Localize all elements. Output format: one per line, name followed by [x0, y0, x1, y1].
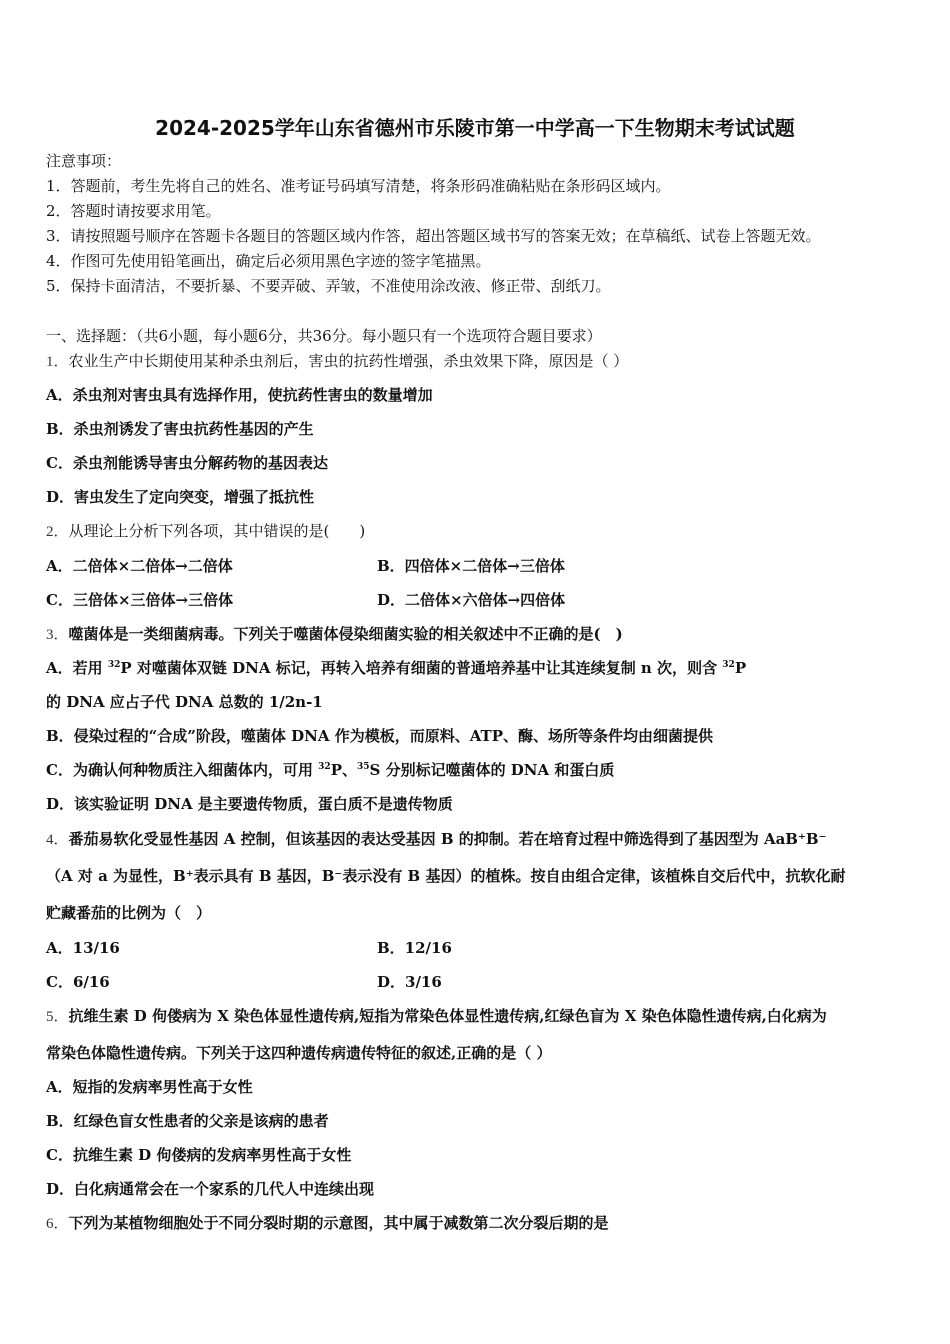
q4-option-c: C．6/16 [46, 973, 110, 991]
option-text: S 分别标记噬菌体的 DNA 和蛋白质 [369, 761, 615, 779]
q2-option-d: D．二倍体×六倍体→四倍体 [377, 591, 566, 609]
option-text: P [734, 659, 747, 677]
question-stem: 番茄易软化受显性基因 A 控制，但该基因的表达受基因 B 的抑制。若在培育过程中筛选得到了基因型为 AaB⁺B⁻ [68, 830, 827, 848]
q5-option-a: A．短指的发病率男性高于女性 [46, 1078, 253, 1096]
q4-stem-line-2: （A 对 a 为显性，B⁺表示具有 B 基因，B⁻表示没有 B 基因）的植株。按自由组合定律，该植株自交后代中，抗软化耐 [46, 867, 846, 885]
question-3 [46, 624, 623, 645]
notice-item-4: 4．作图可先使用铅笔画出，确定后必须用黑色字迹的签字笔描黑。 [46, 252, 491, 270]
question-stem: 农业生产中长期使用某种杀虫剂后，害虫的抗药性增强，杀虫效果下降，原因是（ ） [68, 352, 629, 370]
q1-option-c: C．杀虫剂能诱导害虫分解药物的基因表达 [46, 454, 328, 472]
question-5 [46, 1006, 827, 1027]
notice-item-5: 5．保持卡面清洁，不要折暴、不要弄破、弄皱，不准使用涂改液、修正带、刮纸刀。 [46, 277, 611, 295]
q5-option-b: B．红绿色盲女性患者的父亲是该病的患者 [46, 1112, 329, 1130]
question-2 [46, 521, 365, 542]
question-number: 2． [46, 524, 69, 540]
question-stem: 下列为某植物细胞处于不同分裂时期的示意图，其中属于减数第二次分裂后期的是 [68, 1214, 609, 1232]
question-stem: 抗维生素 D 佝偻病为 X 染色体显性遗传病,短指为常染色体显性遗传病,红绿色盲为 X 染色体隐性遗传病,白化病为 [68, 1007, 827, 1025]
q3-option-a [46, 658, 746, 678]
question-number: 6． [46, 1216, 69, 1232]
section-heading: 一、选择题：（共6小题，每小题6分，共36分。每小题只有一个选项符合题目要求） [46, 327, 602, 345]
q4-option-d: D．3/16 [377, 973, 442, 991]
q1-option-d: D．害虫发生了定向突变，增强了抵抗性 [46, 488, 315, 506]
option-text: P 对噬菌体双链 DNA 标记，再转入培养有细菌的普通培养基中让其连续复制 n 次，则含 [120, 659, 723, 677]
question-stem: 噬菌体是一类细菌病毒。下列关于噬菌体侵染细菌实验的相关叙述中不正确的是( ) [68, 625, 623, 643]
superscript: 32 [722, 660, 735, 670]
superscript: 32 [318, 762, 331, 772]
notice-heading: 注意事项： [46, 152, 122, 170]
notice-item-3: 3．请按照题号顺序在答题卡各题目的答题区域内作答，超出答题区域书写的答案无效；在草稿纸、试卷上答题无效。 [46, 227, 821, 245]
question-number: 5． [46, 1009, 69, 1025]
q1-option-a: A．杀虫剂对害虫具有选择作用，使抗药性害虫的数量增加 [46, 386, 433, 404]
q3-option-c [46, 760, 614, 780]
notice-item-1: 1．答题前，考生先将自己的姓名、准考证号码填写清楚，将条形码准确粘贴在条形码区域内。 [46, 177, 671, 195]
superscript: 32 [107, 660, 121, 670]
superscript: 35 [356, 762, 370, 772]
q5-stem-line-2: 常染色体隐性遗传病。下列关于这四种遗传病遗传特征的叙述,正确的是（ ） [46, 1044, 552, 1062]
notice-item-2: 2．答题时请按要求用笔。 [46, 202, 221, 220]
page-title: 2024-2025学年山东省德州市乐陵市第一中学高一下生物期末考试试题 [155, 116, 795, 140]
q2-option-b: B．四倍体×二倍体→三倍体 [377, 557, 565, 575]
q4-option-a: A．13/16 [46, 939, 120, 957]
q4-option-b: B．12/16 [377, 939, 452, 957]
q3-option-a-cont: 的 DNA 应占子代 DNA 总数的 1/2n-1 [46, 693, 323, 711]
question-4 [46, 829, 827, 850]
q2-option-a: A．二倍体×二倍体→二倍体 [46, 557, 233, 575]
q5-option-d: D．白化病通常会在一个家系的几代人中连续出现 [46, 1180, 375, 1198]
q1-option-b: B．杀虫剂诱发了害虫抗药性基因的产生 [46, 420, 314, 438]
question-1 [46, 351, 628, 372]
q5-option-c: C．抗维生素 D 佝偻病的发病率男性高于女性 [46, 1146, 352, 1164]
q3-option-b: B．侵染过程的“合成”阶段，噬菌体 DNA 作为模板，而原料、ATP、酶、场所等条件均由细菌提供 [46, 727, 713, 745]
option-text: C．为确认何种物质注入细菌体内，可用 [46, 761, 319, 779]
question-6 [46, 1213, 609, 1234]
question-number: 3． [46, 627, 69, 643]
q3-option-d: D．该实验证明 DNA 是主要遗传物质，蛋白质不是遗传物质 [46, 795, 453, 813]
option-text: P、 [330, 761, 357, 779]
question-number: 4． [46, 832, 69, 848]
q2-option-c: C．三倍体×三倍体→三倍体 [46, 591, 234, 609]
question-stem: 从理论上分析下列各项，其中错误的是( ) [68, 522, 366, 540]
question-number: 1． [46, 354, 69, 370]
q4-stem-line-3: 贮藏番茄的比例为（ ） [46, 904, 212, 922]
option-text: A．若用 [46, 659, 108, 677]
